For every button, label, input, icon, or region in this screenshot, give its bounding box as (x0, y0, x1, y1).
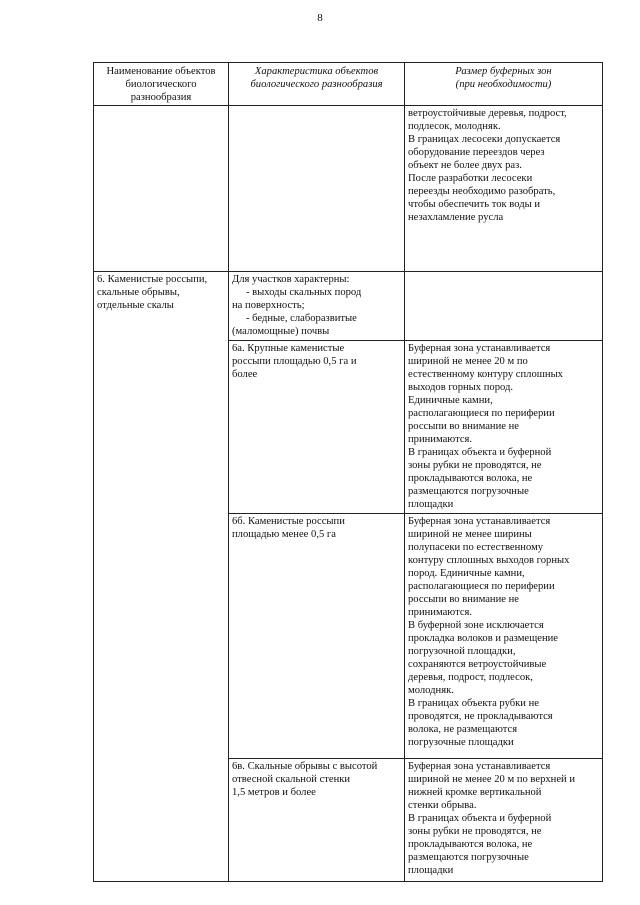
text-line: шириной не менее 20 м по верхней и (408, 774, 576, 785)
text-line: В границах объекта рубки не (408, 698, 539, 709)
text-line: располагающиеся по периферии (408, 581, 555, 592)
text-line: площадью менее 0,5 га (232, 529, 336, 540)
text-line: площадки (408, 865, 454, 876)
cell-buffer-continued (405, 106, 603, 272)
text-line: ветроустойчивые деревья, подрост, (408, 108, 567, 119)
text-line: 1,5 метров и более (232, 787, 316, 798)
header-buffer-size (405, 63, 603, 106)
header-object-name (94, 63, 229, 106)
text-line: проводятся, не прокладываются (408, 711, 553, 722)
table-header-row (94, 63, 603, 106)
text-line: зоны рубки не проводятся, не (408, 826, 542, 837)
cell-6b-buffer (405, 514, 603, 759)
text-line: 6а. Крупные каменистые (232, 343, 345, 354)
text-line: стенки обрыва. (408, 800, 477, 811)
text-line: В границах объекта и буферной (408, 813, 552, 824)
cell-6c-buffer (405, 759, 603, 882)
table-row-continued (94, 106, 603, 272)
header-line: Наименование объектов (106, 66, 216, 77)
text-line: После разработки лесосеки (408, 173, 533, 184)
text-line: прокладываются волока, не (408, 473, 533, 484)
text-line: скальные обрывы, (97, 287, 180, 298)
cell-object-name-empty (94, 106, 229, 272)
cell-section6-intro (229, 272, 405, 341)
text-line: Буферная зона устанавливается (408, 516, 551, 527)
text-line: Буферная зона устанавливается (408, 761, 551, 772)
text-line: размещаются погрузочные (408, 852, 529, 863)
cell-6c-characteristic (229, 759, 405, 882)
text-line: россыпи во внимание не (408, 421, 519, 432)
header-line: Характеристика объектов (254, 66, 379, 77)
text-line: незахламление русла (408, 212, 504, 223)
text-line: 6. Каменистые россыпи, (97, 274, 208, 285)
header-line: (при необходимости) (455, 79, 552, 90)
header-line: разнообразия (130, 92, 192, 103)
text-line: шириной не менее 20 м по (408, 356, 528, 367)
text-line: контуру сплошных выходов горных (408, 555, 570, 566)
text-line: оборудование переездов через (408, 147, 545, 158)
text-line: 6в. Скальные обрывы с высотой (232, 761, 378, 772)
text-line: переезды необходимо разобрать, (408, 186, 556, 197)
text-line: погрузочной площадки, (408, 646, 516, 657)
cell-section6-name (94, 272, 229, 882)
text-line: 6б. Каменистые россыпи (232, 516, 345, 527)
text-line: площадки (408, 499, 454, 510)
page-number: 8 (317, 12, 323, 24)
text-line: погрузочные площадки (408, 737, 514, 748)
table-row-section6-intro (94, 272, 603, 341)
text-line: молодняк. (408, 685, 454, 696)
text-line: прокладка волоков и размещение (408, 633, 559, 644)
cell-6b-characteristic (229, 514, 405, 759)
header-line: биологического разнообразия (250, 79, 383, 90)
text-line: Единичные камни, (408, 395, 493, 406)
cell-6a-buffer (405, 341, 603, 514)
text-line: сохраняются ветроустойчивые (408, 659, 547, 670)
text-line: Для участков характерны: (232, 274, 350, 285)
bullet-line: - выходы скальных пород (246, 287, 362, 298)
text-line: отдельные скалы (97, 300, 174, 311)
text-line: зоны рубки не проводятся, не (408, 460, 542, 471)
bullet-line: - бедные, слаборазвитые (246, 313, 357, 324)
text-line: россыпи во внимание не (408, 594, 519, 605)
text-line: россыпи площадью 0,5 га и (232, 356, 357, 367)
header-line: биологического (125, 79, 197, 90)
text-line: размещаются погрузочные (408, 486, 529, 497)
text-line: В границах лесосеки допускается (408, 134, 561, 145)
text-line: пород. Единичные камни, (408, 568, 525, 579)
text-line: располагающиеся по периферии (408, 408, 555, 419)
text-line: выходов горных пород. (408, 382, 514, 393)
text-line: принимаются. (408, 607, 473, 618)
text-line: чтобы обеспечить ток воды и (408, 199, 541, 210)
text-line: подлесок, молодняк. (408, 121, 501, 132)
cell-section6-intro-buffer-empty (405, 272, 603, 341)
text-line: более (232, 369, 258, 380)
text-line: волока, не размещаются (408, 724, 518, 735)
cell-characteristic-empty (229, 106, 405, 272)
text-line: отвесной скальной стенки (232, 774, 351, 785)
text-line: естественному контуру сплошных (408, 369, 563, 380)
text-line: шириной не менее ширины (408, 529, 532, 540)
text-line: принимаются. (408, 434, 473, 445)
cell-6a-characteristic (229, 341, 405, 514)
header-characteristic (229, 63, 405, 106)
header-line: Размер буферных зон (455, 66, 552, 77)
biodiversity-table (93, 62, 603, 882)
text-line: (маломощные) почвы (232, 326, 330, 337)
text-line: прокладываются волока, не (408, 839, 533, 850)
text-line: В границах объекта и буферной (408, 447, 552, 458)
text-line: Буферная зона устанавливается (408, 343, 551, 354)
text-line: В буферной зоне исключается (408, 620, 544, 631)
text-line: нижней кромке вертикальной (408, 787, 542, 798)
text-line: полупасеки по естественному (408, 542, 544, 553)
text-line: на поверхность; (232, 300, 305, 311)
text-line: объект не более двух раз. (408, 160, 522, 171)
text-line: деревья, подрост, подлесок, (408, 672, 533, 683)
